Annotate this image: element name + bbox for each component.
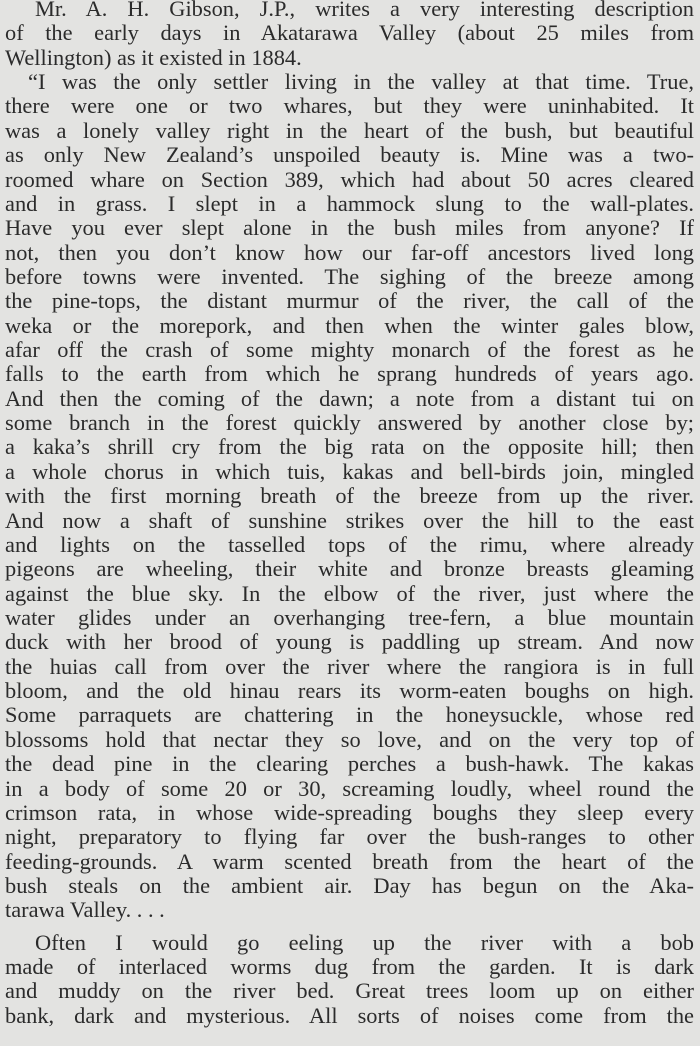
text-line: was a lonely valley right in the heart of the bush, but beautiful	[5, 118, 694, 143]
text-line: And then the coming of the dawn; a note from a distant tui on	[5, 386, 694, 411]
text-line: tarawa Valley. . . .	[5, 898, 165, 923]
text-line: the huias call from over the river where the rangiora is in full	[5, 654, 694, 679]
text-line: the dead pine in the clearing perches a bush-hawk. The kakas	[5, 752, 694, 777]
text-line: and lights on the tasselled tops of the rimu, where already	[5, 532, 694, 557]
text-line: the pine-tops, the distant murmur of the river, the call of the	[5, 289, 694, 314]
text-line: Have you ever slept alone in the bush miles from anyone? If	[5, 216, 694, 241]
text-line: Some parraquets are chattering in the honeysuckle, whose red	[5, 703, 694, 728]
text-line: a whole chorus in which tuis, kakas and bell-birds join, mingled	[5, 459, 694, 484]
text-line: bloom, and the old hinau rears its worm-eaten boughs on high.	[5, 679, 694, 704]
text-line: of the early days in Akatarawa Valley (about 25 miles from	[5, 21, 694, 46]
text-line: falls to the earth from which he sprang hundreds of years ago.	[5, 362, 694, 387]
text-line: “I was the only settler living in the valley at that time. True,	[28, 70, 694, 95]
text-line: and muddy on the river bed. Great trees loom up on either	[5, 979, 694, 1004]
text-line: duck with her brood of young is paddling up stream. And now	[5, 630, 694, 655]
text-line: some branch in the forest quickly answered by another close by;	[5, 411, 694, 436]
text-line: bush steals on the ambient air. Day has begun on the Aka-	[5, 873, 694, 898]
text-line: feeding-grounds. A warm scented breath from the heart of the	[5, 849, 694, 874]
text-line: there were one or two whares, but they were uninhabited. It	[5, 94, 694, 119]
text-line: weka or the morepork, and then when the winter gales blow,	[5, 313, 694, 338]
text-line: made of interlaced worms dug from the garden. It is dark	[5, 955, 694, 980]
text-line: as only New Zealand’s unspoiled beauty is. Mine was a two-	[5, 143, 694, 168]
text-line: night, preparatory to flying far over the bush-ranges to other	[5, 825, 694, 850]
text-line: afar off the crash of some mighty monarch of the forest as he	[5, 338, 694, 363]
text-line: with the first morning breath of the breeze from up the river.	[5, 484, 694, 509]
text-line: blossoms hold that nectar they so love, and on the very top of	[5, 727, 694, 752]
text-line: crimson rata, in whose wide-spreading boughs they sleep every	[5, 800, 694, 825]
text-line: roomed whare on Section 389, which had about 50 acres cleared	[5, 167, 694, 192]
text-line: Mr. A. H. Gibson, J.P., writes a very interesting description	[35, 0, 694, 21]
text-line: before towns were invented. The sighing of the breeze among	[5, 264, 694, 289]
text-line: pigeons are wheeling, their white and bronze breasts gleaming	[5, 557, 694, 582]
text-line: Often I would go eeling up the river with a bob	[35, 930, 694, 955]
text-line: water glides under an overhanging tree-fern, a blue mountain	[5, 605, 694, 630]
text-line: And now a shaft of sunshine strikes over the hill to the east	[5, 508, 694, 533]
text-line: in a body of some 20 or 30, screaming loudly, wheel round the	[5, 776, 694, 801]
text-line: a kaka’s shrill cry from the big rata on the opposite hill; then	[5, 435, 694, 460]
text-line: Wellington) as it existed in 1884.	[5, 45, 302, 70]
text-line: bank, dark and mysterious. All sorts of noises come from the	[5, 1003, 694, 1028]
text-line: not, then you don’t know how our far-off ancestors lived long	[5, 240, 694, 265]
text-line: and in grass. I slept in a hammock slung to the wall-plates.	[5, 191, 694, 216]
text-line: against the blue sky. In the elbow of the river, just where the	[5, 581, 694, 606]
